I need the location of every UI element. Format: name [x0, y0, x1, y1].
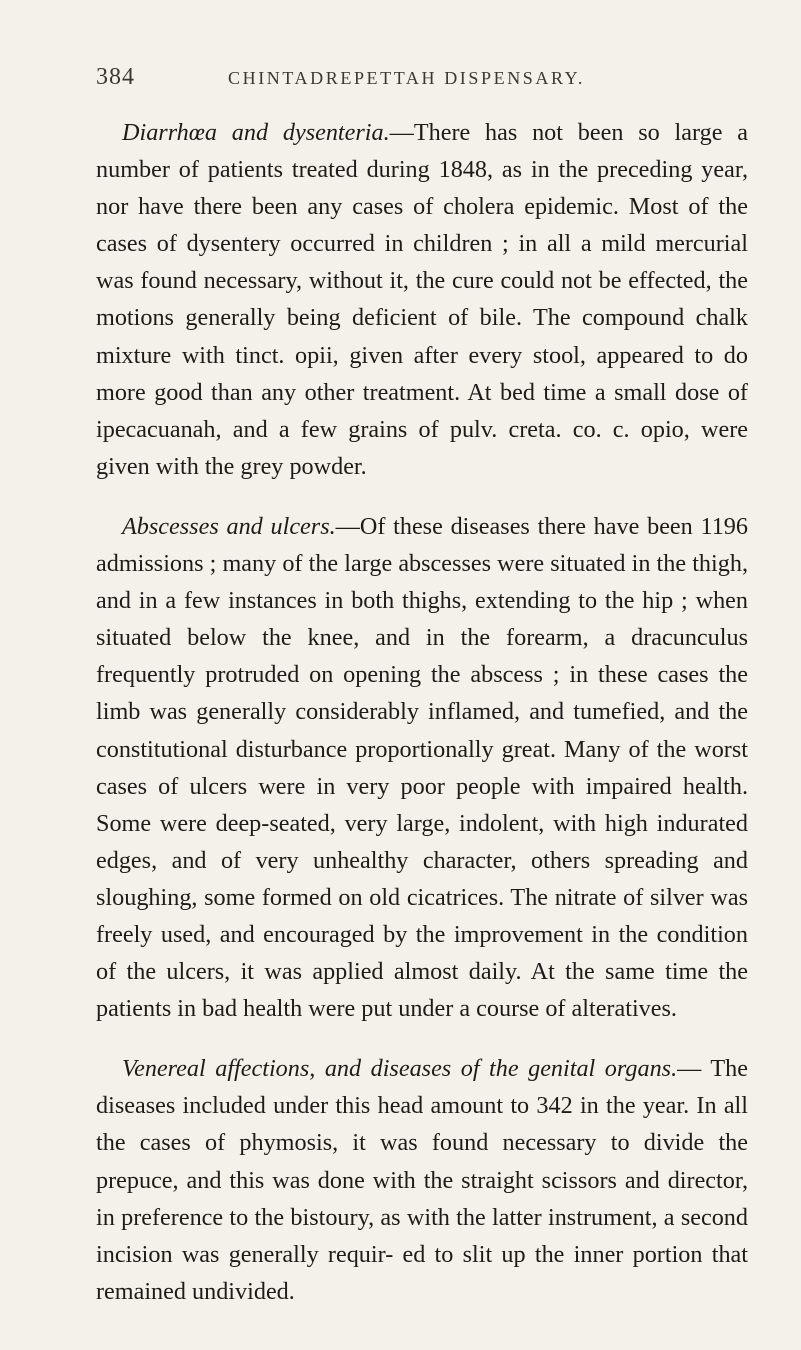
paragraph-text: —There has not been so large a number of patients treated during 1848, as in the preceding year, nor have there been any cases of cholera epidemic. Most of the cases of dysentery occurred in children ; in all a mild mercurial was found necessary, without it, the cure could not be effected, the motions generally being deficient of bile. The compound chalk mixture with tinct. opii, given after every stool, appeared to do more good than any other treatment. At bed time a small dose of ipecacuanah, and a few grains of pulv. creta. co. c. opio, were given with the grey powder.: [96, 119, 748, 480]
running-title: CHINTADREPETTAH DISPENSARY.: [228, 68, 586, 88]
section-heading-venereal: Venereal affections, and diseases of the genital organs.: [122, 1055, 678, 1083]
body-text: [96, 114, 748, 1333]
paragraph-text: —Of these diseases there have been 1196 admissions ; many of the large abscesses were situated in the thigh, and in a few instances in both thighs, extending to the hip ; when situated below the knee, and in the forearm, a dracunculus frequently protruded on opening the abscess ; in these cases the limb was generally considerably inflamed, and tumefied, and the constitutional disturbance proportionally great. Many of the worst cases of ulcers were in very poor people with impaired health. Some were deep-seated, very large, indolent, with high indurated edges, and of very unhealthy character, others spreading and sloughing, some formed on old cicatrices. The nitrate of silver was freely used, and encouraged by the improvement in the condition of the ulcers, it was applied almost daily. At the same time the patients in bad health were put under a course of alteratives.: [96, 512, 748, 1023]
paragraph-abscesses: [96, 508, 748, 1027]
paragraph-venereal: [96, 1050, 748, 1310]
section-heading-abscesses: Abscesses and ulcers.: [122, 512, 336, 540]
paragraph-diarrhoea: [96, 114, 748, 485]
running-header: [96, 64, 748, 94]
section-heading-diarrhoea: Diarrhœa and dysenteria.: [122, 119, 390, 146]
page-number: 384: [96, 64, 135, 90]
paragraph-text: — The diseases included under this head amount to 342 in the year. In all the cases of phymosis, it was found necessary to divide the prepuce, and this was done with the straight scissors and director, in preference to the bistoury, as with the latter instrument, a second incision was generally requir- ed to slit up the inner portion that remained undivided.: [96, 1055, 748, 1305]
